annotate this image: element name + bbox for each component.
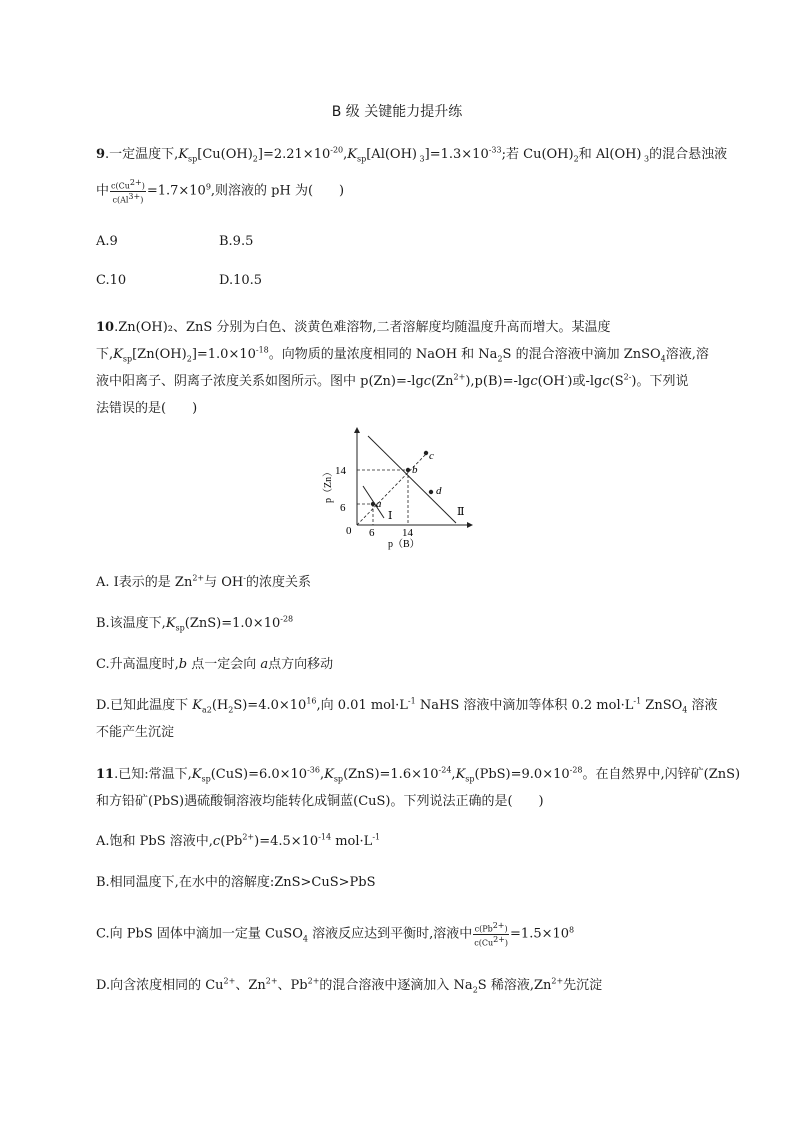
q10-stem-line4: 法错误的是( ) (96, 401, 198, 416)
q10-option-d[interactable]: D.已知此温度下 $K_{a2}(H_2S)=4.0\times 10^{16}$,向 0.01 $mol\cdot L^{-1}$ NaHS 溶液中滴加等体积 0.2 $mol\cdot L^{-1}$ ZnSO$_4$ 溶液 (96, 696, 718, 715)
q10-number: 10 (96, 320, 115, 335)
label-a: a (376, 498, 382, 510)
tick-y-14: 14 (335, 465, 346, 477)
origin-label: 0 (346, 525, 352, 537)
label-curve-1: Ⅰ (388, 510, 393, 522)
q9-option-c[interactable]: C.10 (96, 273, 127, 288)
q9-stem-line2: 中 $\frac{c(Cu^{2+})}{c(Al^{3+})}$ $=1.7\times 10^9$,则溶液的 pH 为( ) (96, 178, 345, 205)
point-a (371, 502, 375, 506)
tick-y-6: 6 (340, 502, 346, 514)
tick-x-6: 6 (369, 527, 375, 539)
x-axis-label: p（B） (388, 539, 420, 550)
q11-option-a[interactable]: A.饱和 PbS 溶液中$,c(Pb^{2+})=4.5\times 10^{-14}$ $mol\cdot L^{-1}$ (96, 832, 381, 849)
label-b: b (412, 464, 418, 476)
q10-option-a[interactable]: A. Ⅰ表示的是 $Zn^{2+}$与 OH-的浓度关系 (96, 573, 311, 590)
q10-option-b[interactable]: B.该温度下$,K_{sp}(ZnS)=1.0\times 10^{-28}$ (96, 614, 294, 633)
guide-diagonal (357, 452, 428, 525)
q9-ratio-fraction: $\frac{c(Cu^{2+})}{c(Al^{3+})}$ (111, 178, 145, 205)
point-d (429, 490, 433, 494)
q9-number: 9 (96, 147, 106, 162)
q10-graph (318, 425, 478, 555)
label-c: c (429, 450, 434, 462)
q11-stem-line1: 11.已知:常温下$,K_{sp}(CuS)=6.0\times 10^{-36},K_{sp}(ZnS)=1.6\times 10^{-24},K_{sp}(PbS)=9.0\times 10^{-28}$。在自然界中,闪锌矿(ZnS) (96, 765, 741, 784)
point-c (424, 451, 428, 455)
label-d: d (436, 485, 442, 497)
q10-stem-line3: 液中阳离子、阴离子浓度关系如图所示。图中 $p(Zn)=-\lg c(Zn^{2+}),p(B)=-\lg c(OH^-)$或$-\lg c(S^{2-})$。下列说 (96, 372, 689, 389)
q9-option-a[interactable]: A.9 (96, 234, 118, 249)
point-b (406, 468, 410, 472)
q9-option-d[interactable]: D.10.5 (219, 273, 263, 288)
q9-option-b[interactable]: B.9.5 (219, 234, 254, 249)
label-curve-2: Ⅱ (457, 506, 465, 518)
q11-option-b[interactable]: B.相同温度下,在水中的溶解度:ZnS>CuS>PbS (96, 875, 376, 890)
q11-ratio-fraction: $\frac{c(Pb^{2+})}{c(Cu^{2+})}$ (474, 921, 509, 948)
q11-option-c[interactable]: C.向 PbS 固体中滴加一定量 CuSO$_4$ 溶液反应达到平衡时,溶液中 $\frac{c(Pb^{2+})}{c(Cu^{2+})}$ $=1.5\times 10^8$ (96, 921, 575, 948)
q10-option-d-line2: 不能产生沉淀 (96, 725, 175, 740)
q11-number: 11 (96, 767, 115, 782)
tick-x-14: 14 (402, 527, 413, 539)
q11-stem-line2: 和方铅矿(PbS)遇硫酸铜溶液均能转化成铜蓝(CuS)。下列说法正确的是( ) (96, 794, 544, 809)
q10-option-c[interactable]: C.升高温度时,b 点一定会向 a点方向移动 (96, 657, 334, 672)
q9-stem-line1: 9.一定温度下$,K_{sp}[Cu(OH)_2]=2.21\times 10^{-20},K_{sp}[Al(OH)$ $_3]=1.3\times 10^{-33}$;若 $Cu(OH)_2$和 Al(OH) $_3$的混合悬浊液 (96, 145, 728, 164)
q10-stem-line2: 下$,K_{sp}[Zn(OH)_2]=1.0\times 10^{-18}$。向物质的量浓度相同的 NaOH 和 $Na_2S$ 的混合溶液中滴加 ZnSO$_4$溶液,溶 (96, 345, 709, 364)
q10-stem-line1: 10.Zn(OH)₂、ZnS 分别为白色、淡黄色难溶物,二者溶解度均随温度升高而增大。某温度 (96, 320, 611, 335)
q11-option-d[interactable]: D.向含浓度相同的 $Cu^{2+}$、$Zn^{2+}$、$Pb^{2+}$的混合溶液中逐滴加入 $Na_2S$ 稀溶液$,Zn^{2+}$先沉淀 (96, 976, 603, 995)
y-axis-label: p（Zn） (323, 466, 334, 503)
section-title: B 级 关键能力提升练 (331, 104, 463, 120)
